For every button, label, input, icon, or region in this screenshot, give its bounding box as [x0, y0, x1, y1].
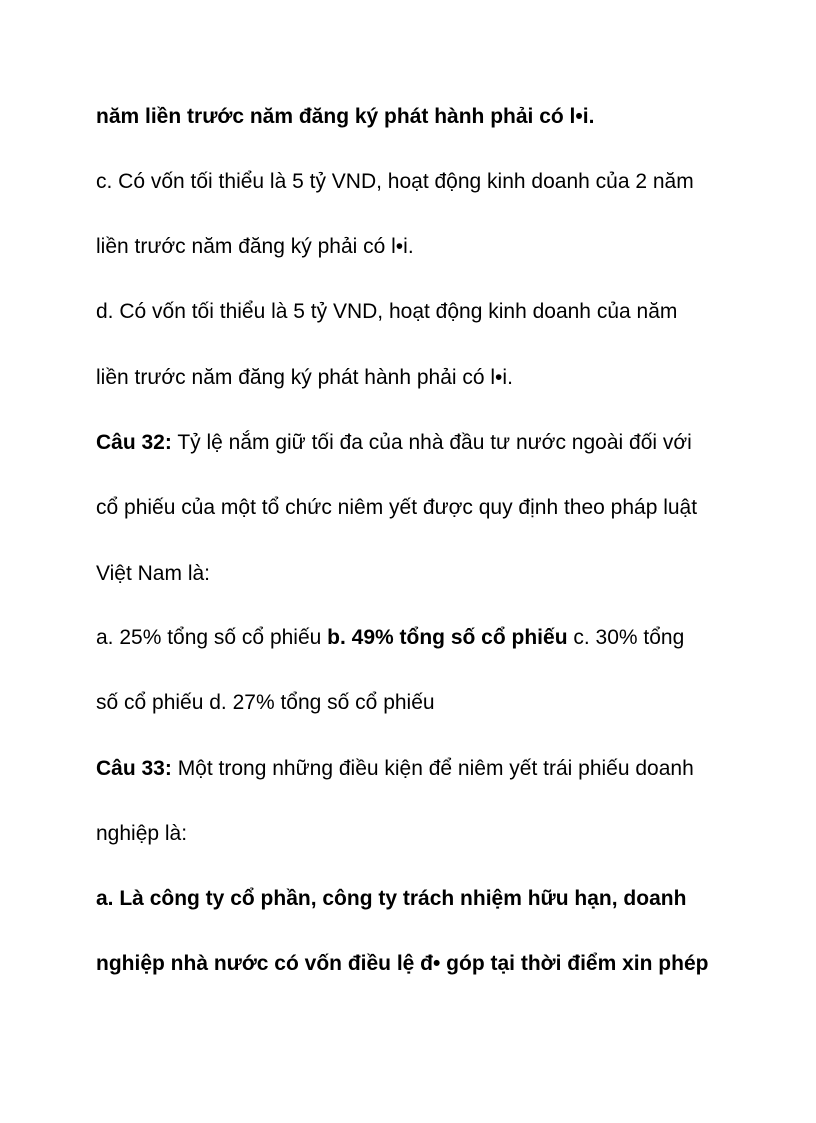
question-text: Một trong những điều kiện để niêm yết trái phiếu doanh [171, 757, 694, 780]
question-32-line-1 [96, 431, 692, 455]
answer-c-line-1 [96, 170, 694, 194]
text-segment: nghiệp nhà nước có vốn điều lệ đ• góp tại thời điểm xin phép [96, 952, 709, 975]
question-32-answers-line-1 [96, 626, 684, 650]
question-32-line-2 [96, 496, 697, 520]
answer-a-correct-line-1 [96, 887, 686, 911]
text-segment: nghiệp là: [96, 822, 188, 845]
question-33-line-2 [96, 822, 187, 846]
answer-b-correct: b. 49% tổng số cổ phiếu [327, 626, 568, 649]
answer-c-line-2 [96, 235, 414, 259]
answer-b-continued-line [96, 105, 594, 129]
text-segment: Việt Nam là: [96, 562, 210, 585]
text-segment: liền trước năm đăng ký phát hành phải có l•i. [96, 366, 513, 389]
question-32-line-3 [96, 562, 210, 586]
text-segment: liền trước năm đăng ký phải có l•i. [96, 235, 414, 258]
answer-a: a. 25% tổng số cổ phiếu [96, 626, 328, 649]
text-segment: a. Là công ty cổ phần, công ty trách nhiệm hữu hạn, doanh [96, 887, 687, 910]
answer-d-line-2 [96, 366, 513, 390]
question-label: Câu 33: [96, 757, 172, 780]
answer-c: c. 30% tổng [567, 626, 685, 649]
text-segment: năm liền trước năm đăng ký phát hành phải có l•i. [96, 105, 595, 128]
text-segment: c. Có vốn tối thiểu là 5 tỷ VND, hoạt động kinh doanh của 2 năm [96, 170, 694, 193]
question-label: Câu 32: [96, 431, 172, 454]
text-segment: số cổ phiếu d. 27% tổng số cổ phiếu [96, 691, 435, 714]
text-segment: d. Có vốn tối thiểu là 5 tỷ VND, hoạt động kinh doanh của năm [96, 300, 678, 323]
answer-d-line-1 [96, 300, 677, 324]
question-32-answers-line-2 [96, 691, 435, 715]
answer-a-correct-line-2 [96, 952, 708, 976]
question-33-line-1 [96, 757, 694, 781]
text-segment: cổ phiếu của một tổ chức niêm yết được quy định theo pháp luật [96, 496, 698, 519]
question-text: Tỷ lệ nắm giữ tối đa của nhà đầu tư nước ngoài đối với [171, 431, 692, 454]
